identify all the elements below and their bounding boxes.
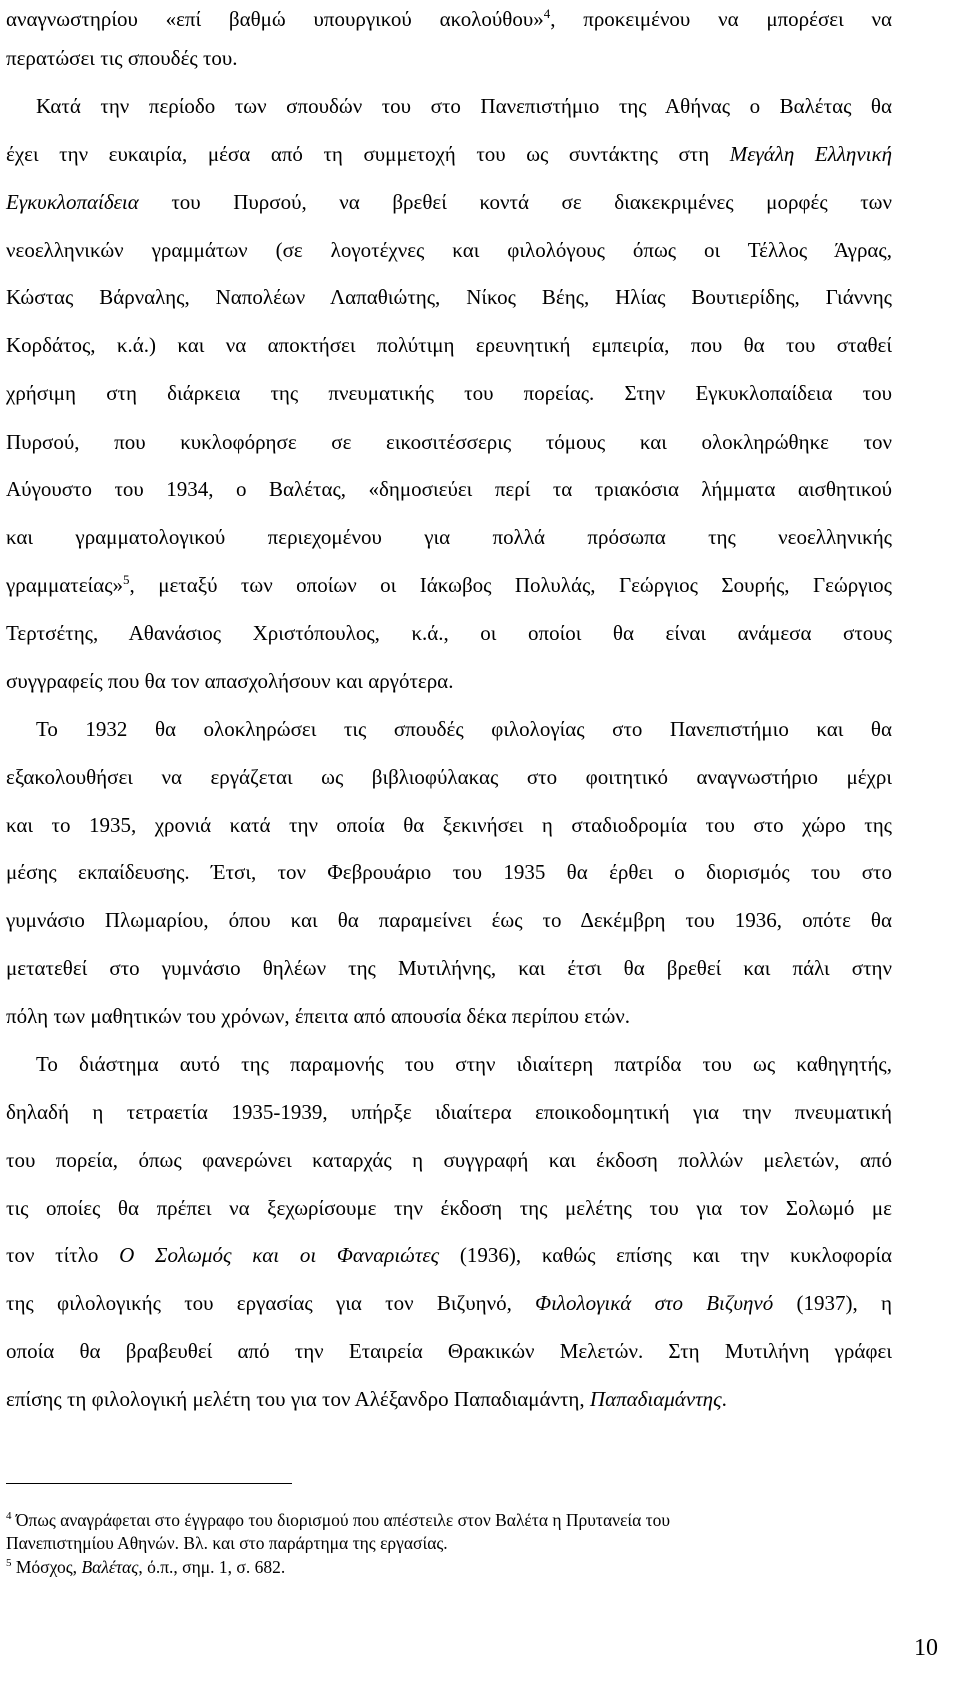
footnote-divider [6,1483,292,1484]
footnote-marker: 4 [6,1510,12,1523]
text-line: Κώστας Βάρναλης, Ναπολέων Λαπαθιώτης, Νίκος Βέης, Ηλίας Βουτιερίδης, Γιάννης [6,285,892,309]
italic-title: Ο Σολωμός και οι Φαναριώτες [119,1243,440,1267]
page-number: 10 [914,1635,938,1661]
italic-title: Παπαδιαμάντης [589,1387,722,1411]
text-line: Πυρσού, που κυκλοφόρησε σε εικοσιτέσσερις τόμους και ολοκληρώθηκε τον [6,430,892,454]
text-line: και το 1935, χρονιά κατά την οποία θα ξεκινήσει η σταδιοδρομία του στο χώρο της [6,813,892,837]
text-line: εξακολουθήσει να εργάζεται ως βιβλιοφύλακας στο φοιτητικό αναγνωστήριο μέχρι [6,765,892,789]
footnote-marker: 5 [6,1557,12,1570]
text-line: Κορδάτος, κ.ά.) και να αποκτήσει πολύτιμη ερευνητική εμπειρία, που θα του σταθεί [6,333,892,357]
text-line: νεοελληνικών γραμμάτων (σε λογοτέχνες και φιλολόγους όπως οι Τέλλος Άγρας, [6,238,892,262]
text-line: και γραμματολογικού περιεχομένου για πολλά πρόσωπα της νεοελληνικής [6,525,892,549]
footnote-marker: 5 [123,572,130,587]
text-line: Αύγουστο του 1934, ο Βαλέτας, «δημοσιεύει περί τα τριακόσια λήμματα αισθητικού [6,477,892,501]
text-line: μέσης εκπαίδευσης. Έτσι, τον Φεβρουάριο του 1935 θα έρθει ο διορισμός του στο [6,860,892,884]
text-line: οποία θα βραβευθεί από την Εταιρεία Θρακικών Μελετών. Στη Μυτιλήνη γράφει [6,1339,892,1363]
text-line: Το διάστημα αυτό της παραμονής του στην ιδιαίτερη πατρίδα του ως καθηγητής, [36,1052,892,1076]
text-line: αναγνωστηρίου «επί βαθμώ υπουργικού ακολούθου»$^4$, προκειμένου να μπορέσει να [6,6,893,31]
footnote-marker: 4 [543,6,551,21]
italic-title: Εγκυκλοπαίδεια [6,190,139,214]
text-line: γυμνάσιο Πλωμαρίου, όπου και θα παραμείνει έως το Δεκέμβρη του 1936, οπότε θα [6,908,892,932]
footnote-line: Πανεπιστημίου Αθηνών. Βλ. και στο παράρτημα της εργασίας. [6,1533,448,1553]
text-line: χρήσιμη στη διάρκεια της πνευματικής του πορείας. Στην Εγκυκλοπαίδεια του [6,381,892,405]
text-line: Το 1932 θα ολοκληρώσει τις σπουδές φιλολογίας στο Πανεπιστήμιο και θα [36,717,892,741]
text-line: Τερτσέτης, Αθανάσιος Χριστόπουλος, κ.ά., οι οποίοι θα είναι ανάμεσα στους [6,621,892,645]
text-line: έχει την ευκαιρία, μέσα από τη συμμετοχή του ως συντάκτης στη Μεγάλη Ελληνική [6,142,892,166]
text-line: τις οποίες θα πρέπει να ξεχωρίσουμε την έκδοση της μελέτης του για τον Σολωμό με [6,1196,892,1220]
text-line: τον τίτλο Ο Σολωμός και οι Φαναριώτες (1936), καθώς επίσης και την κυκλοφορία [6,1243,892,1267]
italic-title: Βαλέτας [81,1557,139,1577]
text-line: πόλη των μαθητικών του χρόνων, έπειτα από απουσία δέκα περίπου ετών. [6,1004,631,1028]
footnote-line: $^5$ Μόσχος, Βαλέτας, ό.π., σημ. 1, σ. 682. [6,1557,286,1577]
text-line: συγγραφείς που θα τον απασχολήσουν και αργότερα. [6,669,454,693]
text-line: του πορεία, όπως φανερώνει καταρχάς η συγγραφή και έκδοση πολλών μελετών, από [6,1148,892,1172]
italic-title: Φιλολογικά στο Βιζυηνό [535,1291,774,1315]
text-line: της φιλολογικής του εργασίας για τον Βιζυηνό, Φιλολογικά στο Βιζυηνό (1937), η [6,1291,892,1315]
text-line: γραμματείας»$^5$, μεταξύ των οποίων οι Ιάκωβος Πολυλάς, Γεώργιος Σουρής, Γεώργιος [6,572,892,597]
text-line: Εγκυκλοπαίδεια του Πυρσού, να βρεθεί κοντά σε διακεκριμένες μορφές των [6,190,892,214]
text-line: επίσης τη φιλολογική μελέτη του για τον Αλέξανδρο Παπαδιαμάντη, Παπαδιαμάντης. [6,1387,727,1411]
italic-title: Μεγάλη Ελληνική [729,142,892,166]
footnote-line: $^4$ Όπως αναγράφεται στο έγγραφο του διορισμού που απέστειλε στον Βαλέτα η Πρυτανεία του [6,1510,671,1530]
text-line: μετατεθεί στο γυμνάσιο θηλέων της Μυτιλήνης, και έτσι θα βρεθεί και πάλι στην [6,956,892,980]
text-line: Κατά την περίοδο των σπουδών του στο Πανεπιστήμιο της Αθήνας ο Βαλέτας θα [36,94,892,118]
text-line: περατώσει τις σπουδές του. [6,46,238,70]
text-line: δηλαδή η τετραετία 1935-1939, υπήρξε ιδιαίτερα εποικοδομητική για την πνευματική [6,1100,892,1124]
